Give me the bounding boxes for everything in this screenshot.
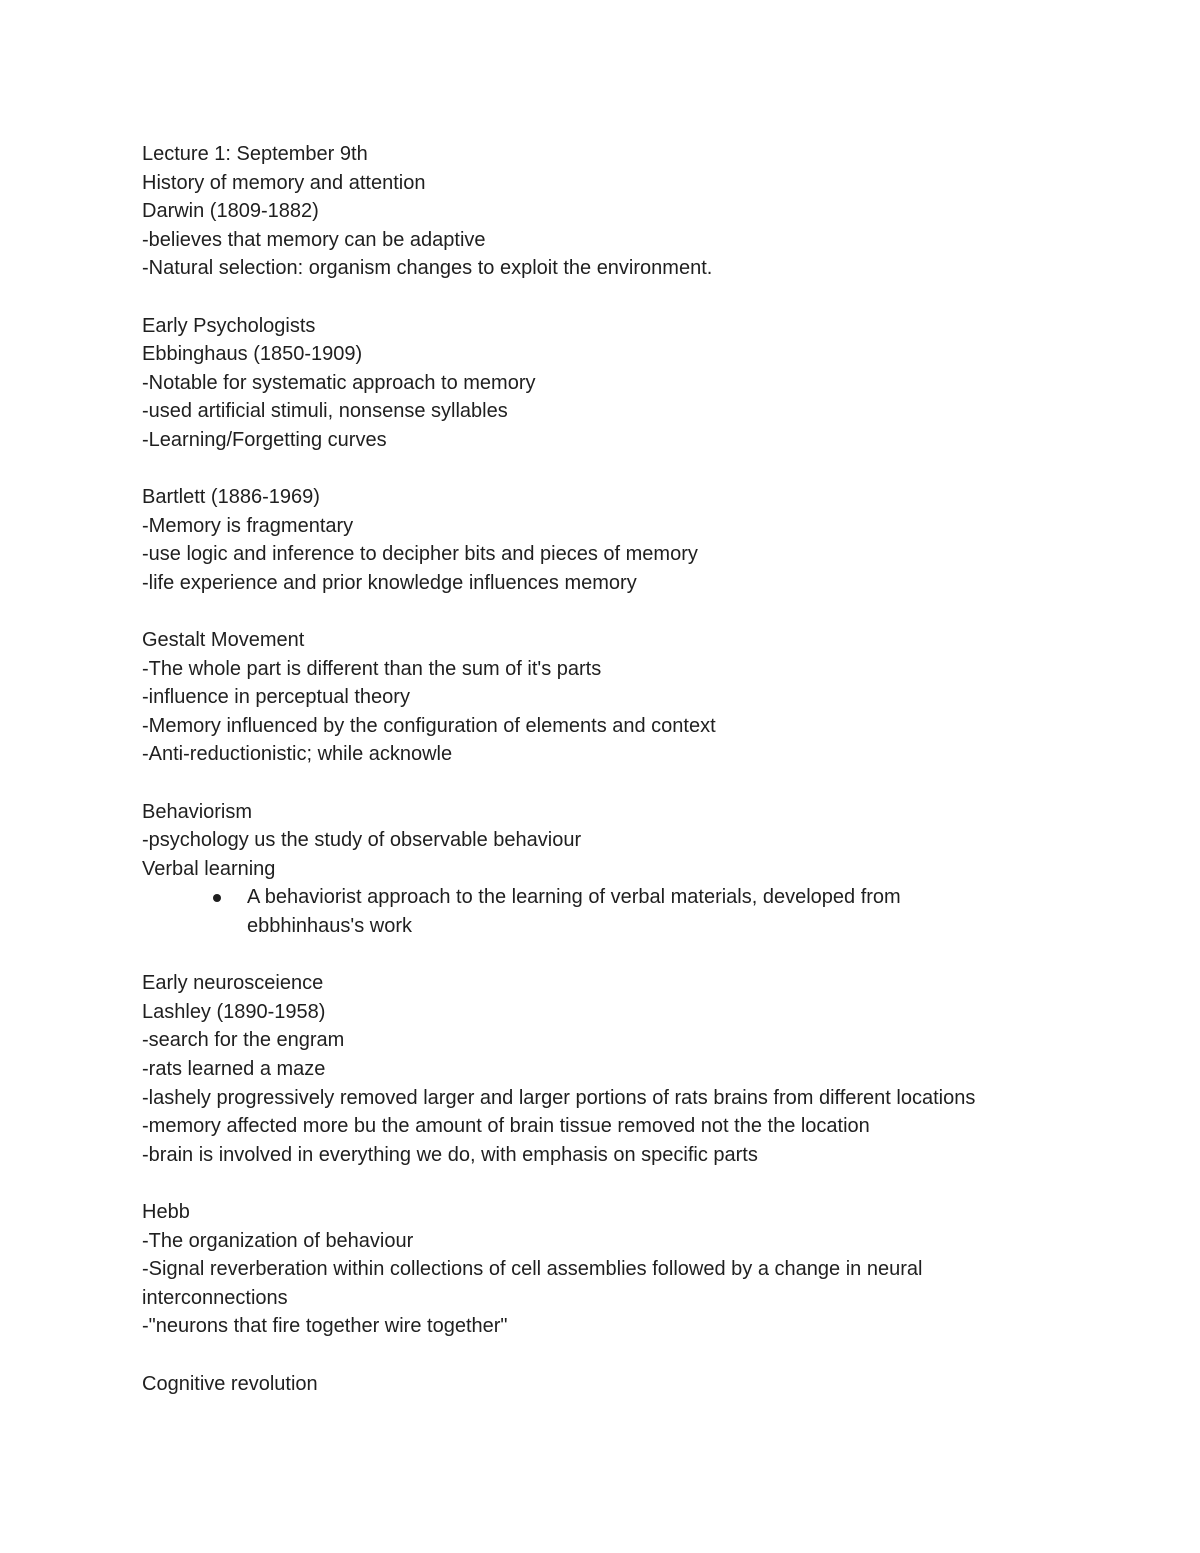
text-line: Cognitive revolution (142, 1372, 318, 1395)
text-line: -psychology us the study of observable behaviour (142, 829, 582, 852)
text-line: -search for the engram (142, 1029, 345, 1052)
text-line: Early neurosceience (142, 972, 324, 995)
text-line: -used artificial stimuli, nonsense syllables (142, 400, 508, 423)
document-page (142, 140, 1142, 1398)
text-line: Lecture 1: September 9th (142, 143, 368, 165)
text-line: Ebbinghaus (1850-1909) (142, 343, 363, 366)
text-line: Darwin (1809-1882) (142, 200, 319, 223)
blank-line (142, 1169, 1142, 1198)
text-line: -Memory is fragmentary (142, 514, 354, 537)
text-line: -memory affected more bu the amount of brain tissue removed not the the location (142, 1115, 870, 1138)
text-line: Bartlett (1886-1969) (142, 486, 320, 509)
blank-line (142, 283, 1142, 312)
bullet-dot-icon (213, 894, 221, 902)
text-line: -Notable for systematic approach to memory (142, 371, 536, 394)
blank-line (142, 1341, 1142, 1370)
text-line: -Natural selection: organism changes to exploit the environment. (142, 257, 713, 280)
text-line: -rats learned a maze (142, 1058, 326, 1080)
text-line: -brain is involved in everything we do, with emphasis on specific parts (142, 1143, 758, 1166)
text-line: -influence in perceptual theory (142, 686, 410, 709)
notes-block-1 (142, 140, 1142, 883)
text-line: Verbal learning (142, 857, 276, 880)
text-line: -Memory influenced by the configuration of elements and context (142, 714, 716, 737)
text-line: Gestalt Movement (142, 629, 305, 652)
text-line: -use logic and inference to decipher bits and pieces of memory (142, 543, 698, 566)
text-line: -lashely progressively removed larger and larger portions of rats brains from different locations (142, 1086, 976, 1109)
text-line: Hebb (142, 1200, 190, 1223)
text-line: interconnections (142, 1286, 288, 1309)
blank-line (142, 941, 1142, 970)
text-line: -The whole part is different than the sum of it's parts (142, 657, 602, 680)
text-line: -Learning/Forgetting curves (142, 428, 387, 451)
text-line: -Anti-reductionistic; while acknowle (142, 743, 453, 766)
notes-block-2 (142, 941, 1142, 1399)
text-line: History of memory and attention (142, 171, 426, 194)
blank-line (142, 598, 1142, 627)
text-line: Lashley (1890-1958) (142, 1000, 326, 1023)
text-line: Early Psychologists (142, 314, 316, 337)
text-line: Behaviorism (142, 800, 253, 823)
text-line: -life experience and prior knowledge influences memory (142, 571, 637, 594)
blank-line (142, 455, 1142, 484)
text-line: -believes that memory can be adaptive (142, 228, 486, 251)
bullet-text: A behaviorist approach to the learning of verbal materials, developed from ebbhinhaus's work (247, 886, 901, 938)
text-line: -"neurons that fire together wire together" (142, 1315, 508, 1338)
blank-line (142, 769, 1142, 798)
text-line: -The organization of behaviour (142, 1229, 414, 1252)
text-line: -Signal reverberation within collections of cell assemblies followed by a change in neural (142, 1258, 923, 1281)
bullet-item (142, 883, 1007, 940)
